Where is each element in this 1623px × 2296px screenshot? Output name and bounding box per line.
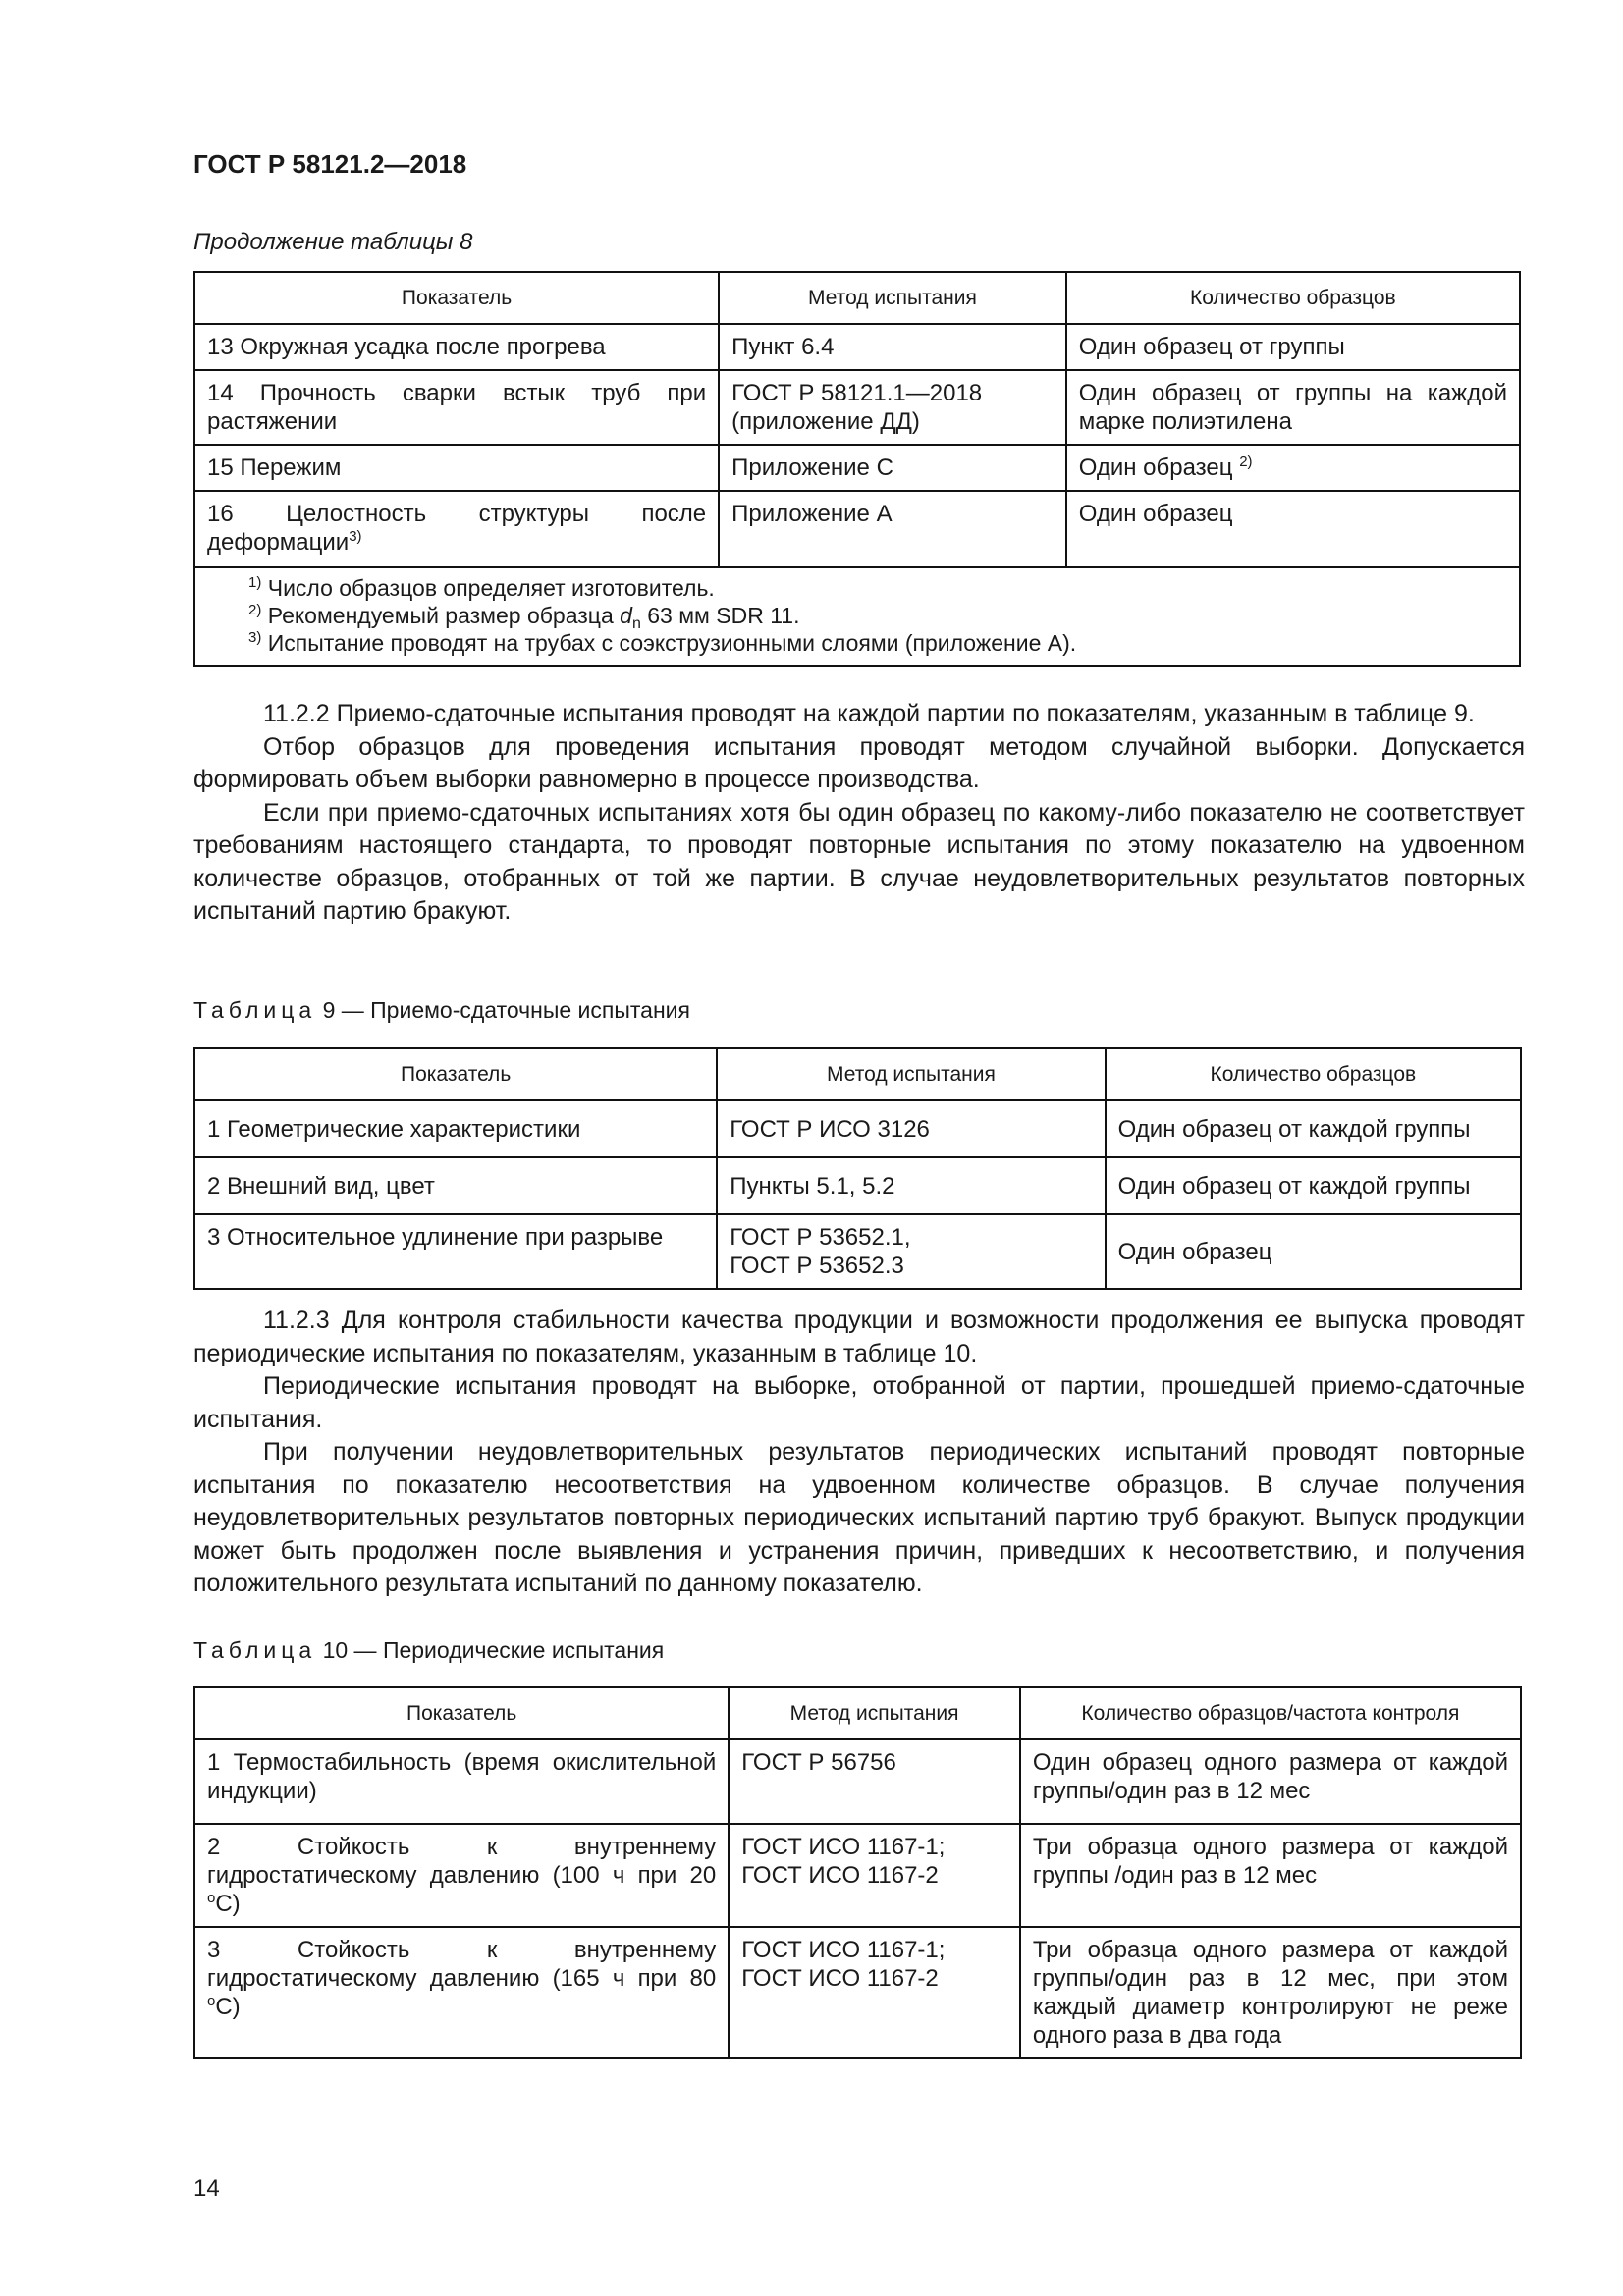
count-cell: Один образец от каждой группы: [1106, 1100, 1521, 1157]
method-cell: ГОСТ Р 56756: [729, 1739, 1020, 1824]
page-number: 14: [193, 2175, 220, 2202]
table-row: [194, 491, 1520, 567]
column-header: Метод испытания: [719, 272, 1066, 324]
method-cell: ГОСТ Р 53652.1, ГОСТ Р 53652.3: [717, 1214, 1105, 1289]
footnote: $^{1)}$ Число образцов определяет изготовитель.: [248, 574, 715, 601]
indicator-cell: 1 Термостабильность (время окислительной индукции): [194, 1739, 729, 1824]
table-row: [194, 1214, 1521, 1289]
method-cell: Пункт 6.4: [719, 324, 1066, 370]
column-header: Метод испытания: [729, 1687, 1020, 1739]
table-row: [194, 1100, 1521, 1157]
table-notes-row: [194, 567, 1520, 666]
table8-continuation-caption: Продолжение таблицы 8: [193, 229, 473, 255]
method-cell: ГОСТ Р ИСО 3126: [717, 1100, 1105, 1157]
column-header: Количество образцов: [1066, 272, 1520, 324]
table-row: [194, 370, 1520, 445]
indicator-cell: 2 Стойкость к внутреннему гидростатическому давлению (100 ч при 20 $^о$С): [194, 1824, 729, 1927]
table8: [193, 271, 1521, 667]
footnote-ref: 3): [349, 528, 362, 545]
table-row: [194, 1157, 1521, 1214]
count-cell: [1066, 445, 1520, 491]
table9-caption: Таблица 9 — Приемо-сдаточные испытания: [193, 997, 690, 1023]
count-cell: Три образца одного размера от каждой группы /один раз в 12 мес: [1020, 1824, 1521, 1927]
method-cell: ГОСТ Р 58121.1—2018 (приложение ДД): [719, 370, 1066, 445]
count-cell: Один образец от каждой группы: [1106, 1157, 1521, 1214]
indicator-cell: 15 Пережим: [194, 445, 719, 491]
table-header-row: [194, 1048, 1521, 1100]
indicator-cell: 14 Прочность сварки встык труб при растяжении: [194, 370, 719, 445]
footnote: $^{3)}$ Испытание проводят на трубах с соэкструзионными слоями (приложение А).: [248, 629, 1077, 656]
table-notes: [194, 567, 1520, 666]
count-cell: Один образец от группы: [1066, 324, 1520, 370]
column-header: Показатель: [194, 1687, 729, 1739]
paragraph: При получении неудовлетворительных результатов периодических испытаний проводят повторные испытания по показателю несоответствия на удвоенном количестве образцов. В случае получения неудовлетворительных результатов повторных периодических испытаний партию труб бракуют. Выпуск продукции может быть продолжен после выявления и устранения причин, приведших к несоответствию, и получения положительного результата испытаний по данному показателю.: [193, 1438, 1525, 1597]
column-header: Количество образцов: [1106, 1048, 1521, 1100]
count-cell: Один образец: [1066, 491, 1520, 567]
indicator-text: 16 Целостность структуры после деформации: [207, 501, 707, 556]
method-cell: ГОСТ ИСО 1167-1; ГОСТ ИСО 1167-2: [729, 1824, 1020, 1927]
table-header-row: [194, 272, 1520, 324]
table-row: [194, 445, 1520, 491]
table-header-row: [194, 1687, 1521, 1739]
indicator-cell: 1 Геометрические характеристики: [194, 1100, 717, 1157]
table-row: [194, 1927, 1521, 2058]
table10: [193, 1686, 1522, 2059]
section-11-2-2: [193, 698, 1525, 929]
section-11-2-3: [193, 1305, 1525, 1601]
count-cell: Один образец одного размера от каждой группы/один раз в 12 мес: [1020, 1739, 1521, 1824]
paragraph: 11.2.3 Для контроля стабильности качества продукции и возможности продолжения ее выпуска проводят периодические испытания по показателям, указанным в таблице 10.: [193, 1307, 1525, 1367]
table9: [193, 1047, 1522, 1290]
column-header: Показатель: [194, 272, 719, 324]
paragraph: Периодические испытания проводят на выборке, отобранной от партии, прошедшей приемо-сдаточные испытания.: [193, 1372, 1525, 1433]
count-cell: Один образец: [1106, 1214, 1521, 1289]
table-row: [194, 1739, 1521, 1824]
count-text: Один образец: [1078, 454, 1233, 481]
count-cell: Один образец от группы на каждой марке полиэтилена: [1066, 370, 1520, 445]
paragraph: 11.2.2 Приемо-сдаточные испытания проводят на каждой партии по показателям, указанным в таблице 9.: [263, 700, 1475, 727]
footnote: $^{2)}$ Рекомендуемый размер образца $d_n$ 63 мм SDR 11.: [248, 602, 800, 632]
column-header: Показатель: [194, 1048, 717, 1100]
column-header: Метод испытания: [717, 1048, 1105, 1100]
document-code: ГОСТ Р 58121.2—2018: [193, 149, 467, 179]
indicator-cell: 13 Окружная усадка после прогрева: [194, 324, 719, 370]
indicator-cell: 3 Относительное удлинение при разрыве: [194, 1214, 717, 1289]
indicator-cell: 2 Внешний вид, цвет: [194, 1157, 717, 1214]
table-row: [194, 324, 1520, 370]
column-header: Количество образцов/частота контроля: [1020, 1687, 1521, 1739]
method-cell: Приложение С: [719, 445, 1066, 491]
count-cell: Три образца одного размера от каждой группы/один раз в 12 мес, при этом каждый диаметр контролируют не реже одного раза в два года: [1020, 1927, 1521, 2058]
indicator-cell: [194, 491, 719, 567]
method-cell: Пункты 5.1, 5.2: [717, 1157, 1105, 1214]
paragraph: Если при приемо-сдаточных испытаниях хотя бы один образец по какому-либо показателю не соответствует требованиям настоящего стандарта, то проводят повторные испытания по этому показателю на удвоенном количестве образцов, отобранных от той же партии. В случае неудовлетворительных результатов повторных испытаний партию бракуют.: [193, 798, 1525, 925]
paragraph: Отбор образцов для проведения испытания проводят методом случайной выборки. Допускается формировать объем выборки равномерно в процессе производства.: [193, 732, 1525, 793]
table-row: [194, 1824, 1521, 1927]
table10-caption: Таблица 10 — Периодические испытания: [193, 1637, 665, 1663]
method-cell: Приложение А: [719, 491, 1066, 567]
method-cell: ГОСТ ИСО 1167-1; ГОСТ ИСО 1167-2: [729, 1927, 1020, 2058]
footnote-ref: 2): [1239, 454, 1253, 470]
indicator-cell: 3 Стойкость к внутреннему гидростатическому давлению (165 ч при 80 $^о$С): [194, 1927, 729, 2058]
